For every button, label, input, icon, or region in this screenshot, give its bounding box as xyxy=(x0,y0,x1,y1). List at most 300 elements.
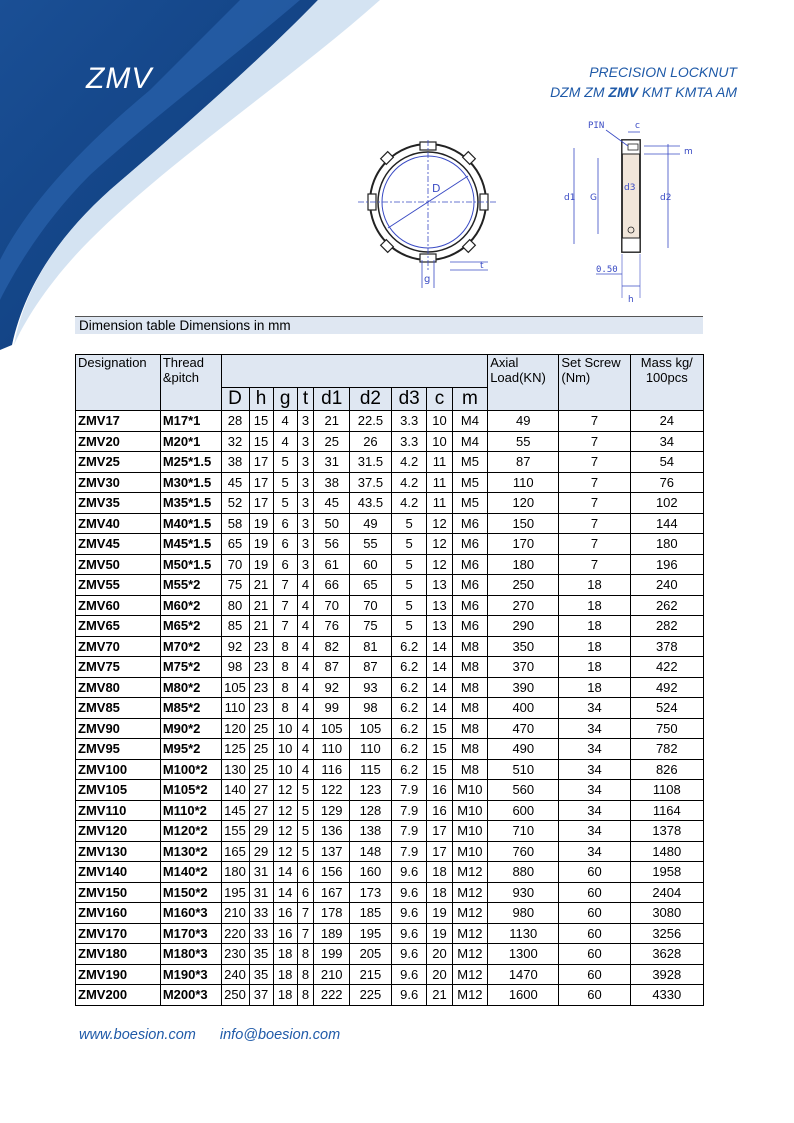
table-cell: 7 xyxy=(559,431,630,452)
table-cell: 7 xyxy=(559,493,630,514)
table-cell: 15 xyxy=(249,411,273,432)
table-cell: 21 xyxy=(249,595,273,616)
table-cell: 25 xyxy=(314,431,350,452)
table-cell: 18 xyxy=(273,985,297,1006)
table-cell: ZMV140 xyxy=(76,862,161,883)
table-cell: 250 xyxy=(488,575,559,596)
table-cell: 220 xyxy=(221,923,249,944)
table-cell: 6.2 xyxy=(391,759,427,780)
table-cell: 240 xyxy=(630,575,703,596)
table-cell: 290 xyxy=(488,616,559,637)
table-cell: 29 xyxy=(249,841,273,862)
table-cell: 17 xyxy=(249,472,273,493)
table-cell: 8 xyxy=(297,964,314,985)
table-cell: 31 xyxy=(314,452,350,473)
table-cell: 93 xyxy=(350,677,392,698)
table-cell: ZMV25 xyxy=(76,452,161,473)
table-cell: 5 xyxy=(391,595,427,616)
table-cell: 10 xyxy=(273,739,297,760)
table-cell: 4.2 xyxy=(391,493,427,514)
table-row xyxy=(76,985,704,1006)
table-cell: 9.6 xyxy=(391,862,427,883)
table-cell: 6 xyxy=(297,882,314,903)
table-cell: 13 xyxy=(427,616,452,637)
table-cell: M5 xyxy=(452,493,488,514)
table-cell: ZMV160 xyxy=(76,903,161,924)
table-cell: 14 xyxy=(427,657,452,678)
table-cell: M17*1 xyxy=(160,411,221,432)
table-cell: 82 xyxy=(314,636,350,657)
table-cell: 3256 xyxy=(630,923,703,944)
table-cell: 7 xyxy=(273,595,297,616)
front-view-drawing xyxy=(358,140,498,290)
table-cell: ZMV35 xyxy=(76,493,161,514)
svg-text:D: D xyxy=(432,182,441,195)
table-cell: 19 xyxy=(249,554,273,575)
table-cell: 23 xyxy=(249,636,273,657)
table-cell: 70 xyxy=(221,554,249,575)
table-cell: 60 xyxy=(559,985,630,1006)
header-thread: Thread &pitch xyxy=(160,355,221,411)
table-row xyxy=(76,841,704,862)
table-cell: 140 xyxy=(221,780,249,801)
table-cell: 110 xyxy=(350,739,392,760)
table-cell: M20*1 xyxy=(160,431,221,452)
table-cell: 129 xyxy=(314,800,350,821)
table-cell: 880 xyxy=(488,862,559,883)
table-cell: 13 xyxy=(427,575,452,596)
table-cell: ZMV180 xyxy=(76,944,161,965)
table-cell: 85 xyxy=(221,616,249,637)
table-cell: 49 xyxy=(488,411,559,432)
table-cell: 37.5 xyxy=(350,472,392,493)
table-cell: 7 xyxy=(559,411,630,432)
table-cell: 21 xyxy=(249,575,273,596)
table-cell: 1470 xyxy=(488,964,559,985)
table-cell: 7 xyxy=(559,534,630,555)
table-cell: ZMV30 xyxy=(76,472,161,493)
table-cell: 155 xyxy=(221,821,249,842)
table-cell: 115 xyxy=(350,759,392,780)
table-cell: M110*2 xyxy=(160,800,221,821)
table-cell: 195 xyxy=(350,923,392,944)
table-cell: 18 xyxy=(559,636,630,657)
table-cell: ZMV45 xyxy=(76,534,161,555)
table-cell: 150 xyxy=(488,513,559,534)
table-cell: 195 xyxy=(221,882,249,903)
table-cell: 110 xyxy=(221,698,249,719)
table-row xyxy=(76,513,704,534)
table-row xyxy=(76,698,704,719)
table-cell: 31.5 xyxy=(350,452,392,473)
table-cell: 21 xyxy=(427,985,452,1006)
table-cell: 6 xyxy=(273,513,297,534)
table-cell: 173 xyxy=(350,882,392,903)
table-cell: 15 xyxy=(427,739,452,760)
table-cell: 6.2 xyxy=(391,657,427,678)
header-dim-h: h xyxy=(249,388,273,411)
table-row xyxy=(76,657,704,678)
svg-text:PIN: PIN xyxy=(588,121,605,131)
table-cell: 19 xyxy=(249,513,273,534)
table-cell: 240 xyxy=(221,964,249,985)
table-cell: 2404 xyxy=(630,882,703,903)
table-cell: 34 xyxy=(559,698,630,719)
table-cell: 6.2 xyxy=(391,636,427,657)
table-cell: 7 xyxy=(297,903,314,924)
table-cell: 37 xyxy=(249,985,273,1006)
table-cell: 35 xyxy=(249,964,273,985)
table-cell: M25*1.5 xyxy=(160,452,221,473)
table-cell: M105*2 xyxy=(160,780,221,801)
table-cell: 45 xyxy=(221,472,249,493)
table-cell: 180 xyxy=(488,554,559,575)
table-cell: M95*2 xyxy=(160,739,221,760)
table-cell: 470 xyxy=(488,718,559,739)
table-cell: 14 xyxy=(427,636,452,657)
table-cell: ZMV65 xyxy=(76,616,161,637)
table-cell: 144 xyxy=(630,513,703,534)
table-cell: 826 xyxy=(630,759,703,780)
table-row xyxy=(76,944,704,965)
table-cell: M130*2 xyxy=(160,841,221,862)
table-row xyxy=(76,862,704,883)
table-cell: 17 xyxy=(427,841,452,862)
table-cell: 70 xyxy=(350,595,392,616)
table-cell: 15 xyxy=(427,759,452,780)
brand-logo-text: ZMV xyxy=(86,62,153,95)
table-cell: 87 xyxy=(350,657,392,678)
table-cell: ZMV20 xyxy=(76,431,161,452)
table-cell: M12 xyxy=(452,964,488,985)
header-dim-c: c xyxy=(427,388,452,411)
table-cell: 7.9 xyxy=(391,800,427,821)
table-cell: 15 xyxy=(427,718,452,739)
table-cell: 128 xyxy=(350,800,392,821)
table-cell: 105 xyxy=(314,718,350,739)
svg-text:d1: d1 xyxy=(564,193,576,203)
table-cell: 16 xyxy=(273,923,297,944)
table-cell: M55*2 xyxy=(160,575,221,596)
table-cell: M90*2 xyxy=(160,718,221,739)
table-cell: 3.3 xyxy=(391,411,427,432)
table-cell: 80 xyxy=(221,595,249,616)
table-cell: 210 xyxy=(221,903,249,924)
table-cell: 38 xyxy=(221,452,249,473)
table-cell: 6.2 xyxy=(391,718,427,739)
table-cell: M35*1.5 xyxy=(160,493,221,514)
table-cell: 3080 xyxy=(630,903,703,924)
table-cell: 54 xyxy=(630,452,703,473)
table-cell: M180*3 xyxy=(160,944,221,965)
table-cell: 510 xyxy=(488,759,559,780)
table-cell: ZMV120 xyxy=(76,821,161,842)
table-cell: 750 xyxy=(630,718,703,739)
table-cell: 12 xyxy=(427,534,452,555)
table-cell: 16 xyxy=(427,780,452,801)
table-cell: M6 xyxy=(452,534,488,555)
table-cell: 31 xyxy=(249,862,273,883)
table-cell: 34 xyxy=(559,739,630,760)
table-cell: 225 xyxy=(350,985,392,1006)
table-cell: 4 xyxy=(273,431,297,452)
table-cell: 11 xyxy=(427,452,452,473)
table-cell: M8 xyxy=(452,739,488,760)
table-cell: 6.2 xyxy=(391,739,427,760)
header-dim-g: g xyxy=(273,388,297,411)
table-cell: 120 xyxy=(488,493,559,514)
table-cell: 81 xyxy=(350,636,392,657)
table-cell: 145 xyxy=(221,800,249,821)
table-cell: 10 xyxy=(273,718,297,739)
table-cell: 75 xyxy=(350,616,392,637)
table-cell: 75 xyxy=(221,575,249,596)
svg-text:d3: d3 xyxy=(624,183,636,193)
table-cell: 5 xyxy=(391,575,427,596)
table-row xyxy=(76,554,704,575)
table-cell: 6.2 xyxy=(391,698,427,719)
table-cell: 8 xyxy=(273,677,297,698)
table-cell: 19 xyxy=(249,534,273,555)
table-row xyxy=(76,677,704,698)
table-cell: 5 xyxy=(273,472,297,493)
table-row xyxy=(76,923,704,944)
table-cell: M100*2 xyxy=(160,759,221,780)
table-cell: ZMV55 xyxy=(76,575,161,596)
table-cell: 9.6 xyxy=(391,903,427,924)
table-cell: 136 xyxy=(314,821,350,842)
table-row xyxy=(76,575,704,596)
table-row xyxy=(76,882,704,903)
table-cell: M5 xyxy=(452,472,488,493)
table-cell: 31 xyxy=(249,882,273,903)
svg-text:t: t xyxy=(480,261,484,271)
table-cell: 1480 xyxy=(630,841,703,862)
table-cell: 98 xyxy=(221,657,249,678)
table-cell: 27 xyxy=(249,800,273,821)
table-cell: 422 xyxy=(630,657,703,678)
table-cell: 11 xyxy=(427,493,452,514)
table-cell: 12 xyxy=(427,554,452,575)
table-row xyxy=(76,472,704,493)
table-cell: 60 xyxy=(559,882,630,903)
table-cell: 34 xyxy=(630,431,703,452)
table-cell: 5 xyxy=(273,493,297,514)
table-cell: 4 xyxy=(297,718,314,739)
table-cell: 10 xyxy=(273,759,297,780)
table-cell: 6.2 xyxy=(391,677,427,698)
table-cell: 4 xyxy=(297,636,314,657)
product-type: PRECISION LOCKNUT xyxy=(589,64,737,80)
table-cell: 123 xyxy=(350,780,392,801)
table-cell: 4 xyxy=(297,698,314,719)
svg-text:d2: d2 xyxy=(660,193,672,203)
table-cell: 930 xyxy=(488,882,559,903)
table-cell: 8 xyxy=(297,985,314,1006)
table-cell: 490 xyxy=(488,739,559,760)
table-cell: ZMV75 xyxy=(76,657,161,678)
table-cell: 400 xyxy=(488,698,559,719)
svg-text:c: c xyxy=(635,121,640,131)
table-cell: 5 xyxy=(391,513,427,534)
table-cell: 18 xyxy=(273,944,297,965)
table-cell: M10 xyxy=(452,780,488,801)
table-cell: 7.9 xyxy=(391,841,427,862)
table-cell: 60 xyxy=(559,944,630,965)
table-cell: 7.9 xyxy=(391,821,427,842)
table-cell: 12 xyxy=(427,513,452,534)
footer xyxy=(79,1027,360,1043)
table-cell: M30*1.5 xyxy=(160,472,221,493)
table-cell: 34 xyxy=(559,759,630,780)
table-cell: 5 xyxy=(391,554,427,575)
table-cell: M50*1.5 xyxy=(160,554,221,575)
table-cell: 1164 xyxy=(630,800,703,821)
table-cell: 14 xyxy=(427,698,452,719)
table-cell: 19 xyxy=(427,923,452,944)
table-cell: 8 xyxy=(273,657,297,678)
table-cell: M12 xyxy=(452,985,488,1006)
table-cell: 18 xyxy=(559,575,630,596)
product-header xyxy=(550,62,737,102)
table-cell: 4 xyxy=(297,616,314,637)
table-cell: 23 xyxy=(249,677,273,698)
table-cell: ZMV17 xyxy=(76,411,161,432)
table-cell: 4 xyxy=(297,575,314,596)
table-cell: 3 xyxy=(297,493,314,514)
table-cell: ZMV95 xyxy=(76,739,161,760)
table-cell: 65 xyxy=(350,575,392,596)
table-cell: 5 xyxy=(273,452,297,473)
table-cell: 33 xyxy=(249,903,273,924)
table-cell: 9.6 xyxy=(391,923,427,944)
table-cell: M6 xyxy=(452,575,488,596)
table-cell: 4 xyxy=(297,595,314,616)
website-link[interactable]: www.boesion.com xyxy=(79,1027,196,1043)
side-view-drawing xyxy=(560,118,710,306)
table-cell: ZMV40 xyxy=(76,513,161,534)
table-cell: 25 xyxy=(249,759,273,780)
table-cell: M12 xyxy=(452,944,488,965)
table-cell: 12 xyxy=(273,800,297,821)
table-cell: 61 xyxy=(314,554,350,575)
table-cell: M120*2 xyxy=(160,821,221,842)
table-cell: 27 xyxy=(249,780,273,801)
table-cell: 60 xyxy=(559,964,630,985)
table-cell: 20 xyxy=(427,944,452,965)
table-cell: 23 xyxy=(249,698,273,719)
table-cell: 560 xyxy=(488,780,559,801)
table-cell: 3 xyxy=(297,452,314,473)
svg-text:0.50: 0.50 xyxy=(596,265,618,275)
table-cell: 3 xyxy=(297,472,314,493)
table-cell: 378 xyxy=(630,636,703,657)
table-cell: M8 xyxy=(452,636,488,657)
table-cell: 4330 xyxy=(630,985,703,1006)
table-cell: 3 xyxy=(297,411,314,432)
table-cell: 167 xyxy=(314,882,350,903)
table-cell: M10 xyxy=(452,800,488,821)
table-cell: 1130 xyxy=(488,923,559,944)
table-cell: M8 xyxy=(452,718,488,739)
table-row xyxy=(76,800,704,821)
table-cell: 210 xyxy=(314,964,350,985)
table-cell: 45 xyxy=(314,493,350,514)
table-cell: M65*2 xyxy=(160,616,221,637)
table-cell: 980 xyxy=(488,903,559,924)
table-cell: 16 xyxy=(427,800,452,821)
table-cell: 10 xyxy=(427,431,452,452)
table-cell: 9.6 xyxy=(391,944,427,965)
table-cell: M10 xyxy=(452,821,488,842)
table-cell: 1958 xyxy=(630,862,703,883)
table-cell: 6 xyxy=(273,554,297,575)
table-cell: M4 xyxy=(452,431,488,452)
table-cell: 13 xyxy=(427,595,452,616)
table-cell: 12 xyxy=(273,780,297,801)
section-title: Dimension table Dimensions in mm xyxy=(75,316,703,334)
header-dim-d1: d1 xyxy=(314,388,350,411)
table-cell: 760 xyxy=(488,841,559,862)
table-cell: 38 xyxy=(314,472,350,493)
table-cell: 3 xyxy=(297,513,314,534)
table-cell: 76 xyxy=(314,616,350,637)
table-cell: 3 xyxy=(297,431,314,452)
table-cell: ZMV170 xyxy=(76,923,161,944)
table-cell: 180 xyxy=(630,534,703,555)
table-cell: 7.9 xyxy=(391,780,427,801)
table-cell: 782 xyxy=(630,739,703,760)
table-row xyxy=(76,636,704,657)
table-cell: ZMV80 xyxy=(76,677,161,698)
table-cell: 43.5 xyxy=(350,493,392,514)
table-cell: M8 xyxy=(452,677,488,698)
table-cell: 282 xyxy=(630,616,703,637)
table-cell: 18 xyxy=(559,657,630,678)
table-cell: 66 xyxy=(314,575,350,596)
table-cell: M6 xyxy=(452,513,488,534)
email-link[interactable]: info@boesion.com xyxy=(219,1027,341,1043)
table-cell: 76 xyxy=(630,472,703,493)
table-row xyxy=(76,411,704,432)
table-cell: 17 xyxy=(249,452,273,473)
table-cell: 125 xyxy=(221,739,249,760)
table-cell: 230 xyxy=(221,944,249,965)
table-cell: 4.2 xyxy=(391,472,427,493)
table-cell: 710 xyxy=(488,821,559,842)
table-cell: M6 xyxy=(452,616,488,637)
table-cell: M12 xyxy=(452,903,488,924)
table-cell: 9.6 xyxy=(391,964,427,985)
table-cell: 270 xyxy=(488,595,559,616)
table-cell: 18 xyxy=(559,616,630,637)
table-cell: ZMV150 xyxy=(76,882,161,903)
table-cell: 14 xyxy=(273,862,297,883)
table-cell: 23 xyxy=(249,657,273,678)
table-cell: 12 xyxy=(273,821,297,842)
table-cell: 60 xyxy=(559,903,630,924)
table-cell: M5 xyxy=(452,452,488,473)
table-cell: 262 xyxy=(630,595,703,616)
table-cell: 24 xyxy=(630,411,703,432)
table-cell: 28 xyxy=(221,411,249,432)
table-row xyxy=(76,739,704,760)
table-cell: 102 xyxy=(630,493,703,514)
table-cell: 1378 xyxy=(630,821,703,842)
table-cell: 7 xyxy=(273,616,297,637)
table-cell: 11 xyxy=(427,472,452,493)
table-cell: ZMV200 xyxy=(76,985,161,1006)
